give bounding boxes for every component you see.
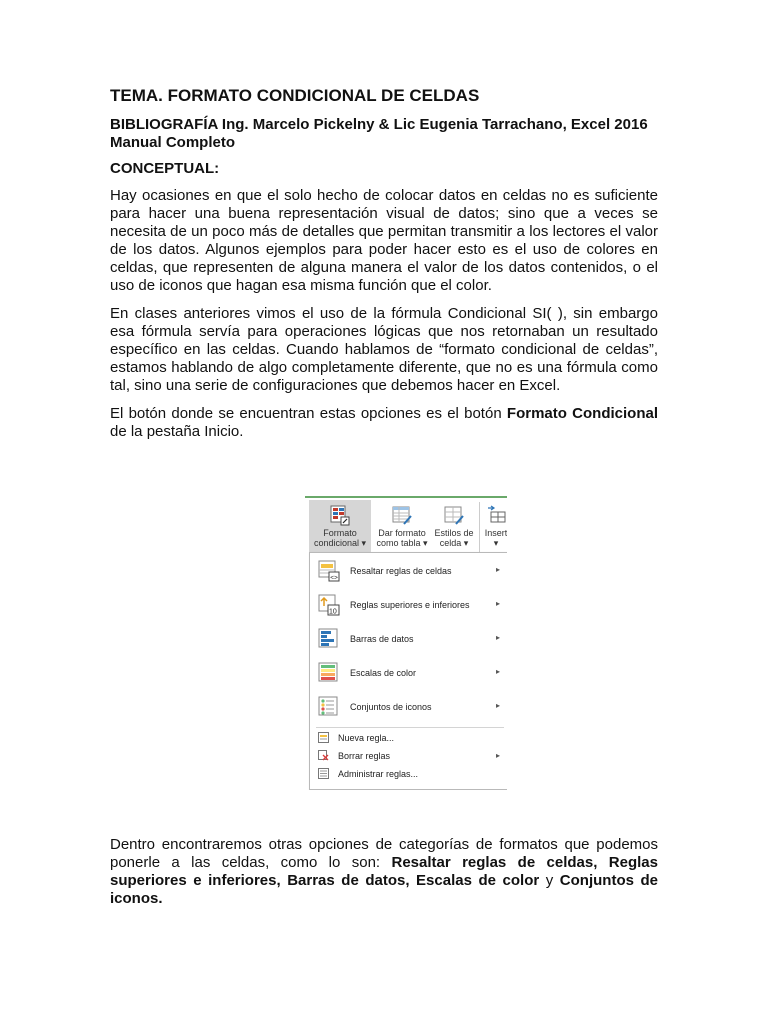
formato-condicional-button[interactable] — [309, 500, 371, 554]
formato-label-line1: Formato — [323, 528, 357, 538]
menu-item-reglas-superiores[interactable] — [310, 589, 507, 621]
dar-formato-label-line1: Dar formato — [378, 528, 426, 538]
menu-item-label: Nueva regla... — [338, 733, 395, 743]
paragraph-3 — [110, 405, 658, 441]
clear-rules-icon — [318, 750, 329, 761]
paragraph-3-suffix: de la pestaña Inicio. — [110, 423, 244, 440]
estilos-label-line1: Estilos de — [434, 528, 474, 538]
top-bottom-rules-icon — [318, 594, 340, 616]
insertar-label-line1: Insert — [484, 528, 507, 538]
color-scales-icon — [318, 662, 340, 684]
submenu-arrow-icon: ▸ — [495, 667, 500, 676]
submenu-arrow-icon: ▸ — [495, 751, 500, 760]
insertar-button[interactable] — [483, 500, 507, 554]
submenu-arrow-icon: ▸ — [495, 633, 500, 642]
menu-item-borrar-reglas[interactable] — [310, 748, 507, 764]
conditional-format-dropdown — [309, 552, 507, 790]
menu-item-label: Administrar reglas... — [338, 769, 419, 779]
paragraph-3-text: El botón donde se encuentran estas opciones es el botón — [110, 405, 507, 422]
page-title: TEMA. FORMATO CONDICIONAL DE CELDAS — [110, 86, 480, 105]
manage-rules-icon — [318, 768, 329, 779]
menu-item-label: Escalas de color — [350, 668, 417, 678]
menu-item-label: Resaltar reglas de celdas — [350, 566, 452, 576]
paragraph-4 — [110, 836, 658, 908]
cell-styles-icon — [443, 504, 465, 526]
paragraph-4-text: Dentro encontraremos otras opciones de categorías de formatos que podemos ponerle a las celdas, como lo son: — [110, 836, 658, 871]
ribbon — [305, 496, 507, 556]
submenu-arrow-icon: ▸ — [495, 599, 500, 608]
new-rule-icon — [318, 732, 329, 743]
number-10-label: 10 — [329, 608, 337, 616]
menu-item-escalas-color[interactable] — [310, 657, 507, 689]
dar-formato-tabla-button[interactable] — [372, 500, 432, 554]
submenu-arrow-icon: ▸ — [495, 565, 500, 574]
menu-item-label: Barras de datos — [350, 634, 414, 644]
menu-item-label: Conjuntos de iconos — [350, 702, 432, 712]
excel-menu-screenshot — [305, 496, 507, 790]
ribbon-divider — [479, 502, 480, 552]
data-bars-icon — [318, 628, 340, 650]
insert-cells-icon — [485, 504, 507, 526]
estilos-label-line2: celda ▾ — [439, 538, 469, 548]
submenu-arrow-icon: ▸ — [495, 701, 500, 710]
document-page — [110, 86, 658, 451]
menu-item-conjuntos-iconos[interactable] — [310, 691, 507, 723]
menu-item-label: Reglas superiores e inferiores — [350, 600, 470, 610]
dar-formato-label-line2: como tabla ▾ — [376, 538, 428, 548]
menu-item-nueva-regla[interactable] — [310, 730, 507, 746]
paragraph-4-bold-categories: Resaltar reglas de celdas, Reglas superiores e inferiores, Barras de datos, Escalas de color — [110, 854, 658, 889]
menu-item-label: Borrar reglas — [338, 751, 391, 761]
insertar-label-line2: ▾ — [493, 538, 499, 548]
paragraph-3-bold: Formato Condicional — [506, 405, 659, 422]
menu-item-administrar-reglas[interactable] — [310, 766, 507, 782]
paragraph-4-connector: y — [539, 872, 560, 889]
bibliography: BIBLIOGRAFÍA Ing. Marcelo Pickelny & Lic Eugenia Tarrachano, Excel 2016 Manual Completo — [110, 116, 648, 151]
formato-label-line2: condicional ▾ — [313, 538, 367, 548]
paragraph-1: Hay ocasiones en que el solo hecho de colocar datos en celdas no es suficiente para hacer una buena representación visual de datos; sino que a veces se necesita de un poco más de detalles que permitan transmitir a los lectores el valor de los datos. Algunos ejemplos para poder hacer esto es el uso de colores en celdas, que representen de alguna manera el valor de los datos contenidos, o el uso de iconos que hagan esa misma función que el color. — [110, 187, 658, 294]
paragraph-2: En clases anteriores vimos el uso de la fórmula Condicional SI( ), sin embargo esa fórmula servía para operaciones lógicas que nos retornaban un resultado específico en las celdas. Cuando hablamos de “formato condicional de celdas”, estamos hablando de algo completamente diferente, que no es una fórmula como tal, sino una serie de configuraciones que debemos hacer en Excel. — [110, 305, 658, 394]
paragraph-4-bold-icon-sets: Conjuntos de iconos. — [110, 872, 658, 907]
menu-item-barras-datos[interactable] — [310, 623, 507, 655]
highlight-rules-icon — [318, 560, 340, 582]
svg-text:<>: <> — [330, 574, 338, 582]
conditional-format-icon — [329, 504, 351, 526]
document-page-lower — [110, 836, 658, 918]
section-heading-conceptual: CONCEPTUAL: — [110, 160, 220, 177]
icon-sets-icon — [318, 696, 340, 718]
menu-item-resaltar-reglas[interactable] — [310, 555, 507, 587]
menu-separator — [316, 727, 504, 728]
format-as-table-icon — [391, 504, 413, 526]
estilos-celda-button[interactable] — [432, 500, 476, 554]
